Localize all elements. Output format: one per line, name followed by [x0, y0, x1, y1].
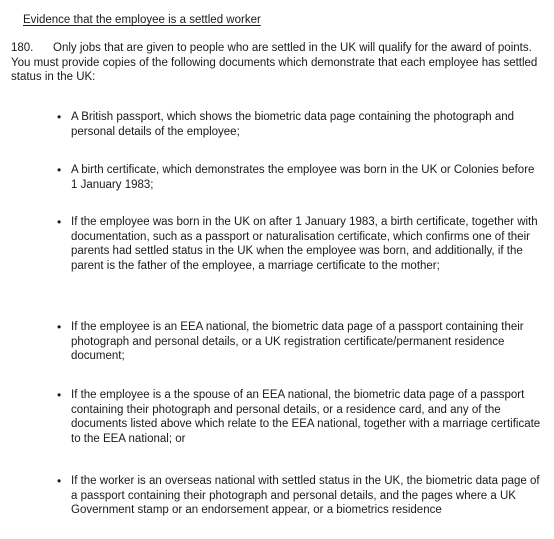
list-item-text: If the employee was born in the UK on after 1 January 1983, a birth certificate, together with documentation, such as a passport or naturalisation certificate, which confirms one of their parents had settled status in the UK when the employee was born, and additionally, if the parent is the father of the employee, a marriage certificate to the mother; — [71, 216, 538, 272]
bullet-icon: • — [57, 388, 62, 402]
list-item — [57, 320, 541, 364]
list-item — [57, 110, 541, 139]
list-item — [57, 474, 541, 518]
paragraph-180 — [11, 41, 546, 85]
list-item-text: If the employee is a the spouse of an EEA national, the biometric data page of a passport containing their photograph and personal details, or a residence card, and any of the documents listed above which relate to the EEA national, together with a marriage certificate to the EEA national; or — [71, 389, 541, 445]
paragraph-number: 180. — [11, 42, 34, 54]
bullet-icon: • — [57, 110, 62, 124]
bullet-icon: • — [57, 163, 62, 177]
bullet-icon: • — [57, 320, 62, 334]
list-item — [57, 388, 541, 446]
list-item — [57, 215, 541, 273]
list-item-text: A birth certificate, which demonstrates the employee was born in the UK or Colonies before 1 January 1983; — [71, 164, 535, 191]
section-heading: Evidence that the employee is a settled worker — [23, 14, 261, 26]
list-item-text: If the employee is an EEA national, the biometric data page of a passport containing their photograph and personal details, or a UK registration certificate/permanent residence document; — [71, 321, 524, 363]
paragraph-text: Only jobs that are given to people who are settled in the UK will qualify for the award of points. You must provide copies of the following documents which demonstrate that each employee has settled status in the UK: — [11, 42, 538, 84]
bullet-icon: • — [57, 474, 62, 488]
bullet-icon: • — [57, 215, 62, 229]
list-item-text: If the worker is an overseas national with settled status in the UK, the biometric data page of a passport containing their photograph and personal details, and the pages where a UK Government stamp or an endorsement appear, or a biometrics residence — [71, 475, 540, 517]
list-item — [57, 163, 541, 192]
list-item-text: A British passport, which shows the biometric data page containing the photograph and personal details of the employee; — [71, 111, 515, 138]
